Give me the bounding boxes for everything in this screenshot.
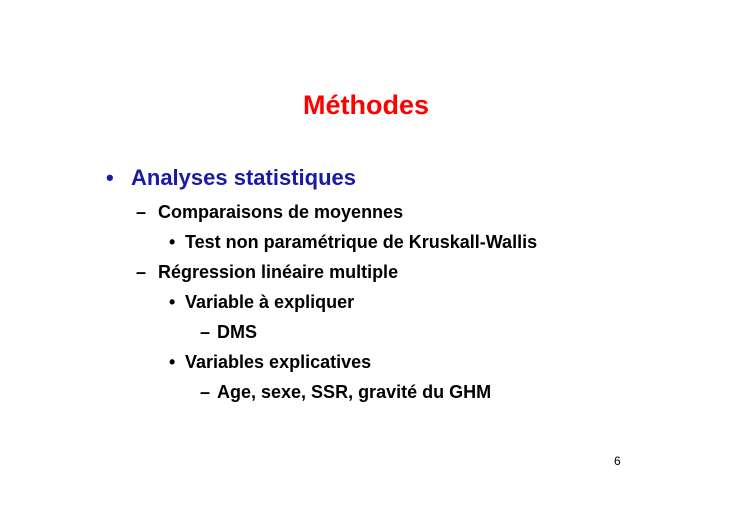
bullet-text: Comparaisons de moyennes	[158, 202, 404, 222]
bullet-level4-dms	[200, 320, 257, 344]
bullet-level2-regression	[136, 260, 398, 284]
bullet-marker: •	[106, 165, 114, 190]
bullet-text: Régression linéaire multiple	[158, 262, 399, 282]
bullet-level2-comparaisons	[136, 200, 403, 224]
bullet-marker: •	[169, 352, 176, 372]
bullet-text: Age, sexe, SSR, gravité du GHM	[217, 382, 492, 402]
bullet-marker: •	[169, 232, 176, 252]
bullet-level3-kruskall	[169, 230, 537, 254]
slide-title: Méthodes	[302, 90, 429, 120]
dash-marker: –	[200, 322, 211, 342]
bullet-level1-analyses	[106, 164, 356, 192]
page-number: 6	[614, 454, 621, 468]
bullet-text: Variable à expliquer	[185, 292, 355, 312]
bullet-level3-variables-explicatives	[169, 350, 371, 374]
bullet-text: Variables explicatives	[185, 352, 372, 372]
dash-marker: –	[136, 202, 147, 222]
bullet-text: DMS	[217, 322, 257, 342]
bullet-level3-variable-expliquer	[169, 290, 354, 314]
dash-marker: –	[136, 262, 147, 282]
bullet-level4-age-sexe	[200, 380, 491, 404]
dash-marker: –	[200, 382, 211, 402]
bullet-text: Analyses statistiques	[131, 165, 356, 190]
bullet-marker: •	[169, 292, 176, 312]
bullet-text: Test non paramétrique de Kruskall-Wallis	[185, 232, 538, 252]
